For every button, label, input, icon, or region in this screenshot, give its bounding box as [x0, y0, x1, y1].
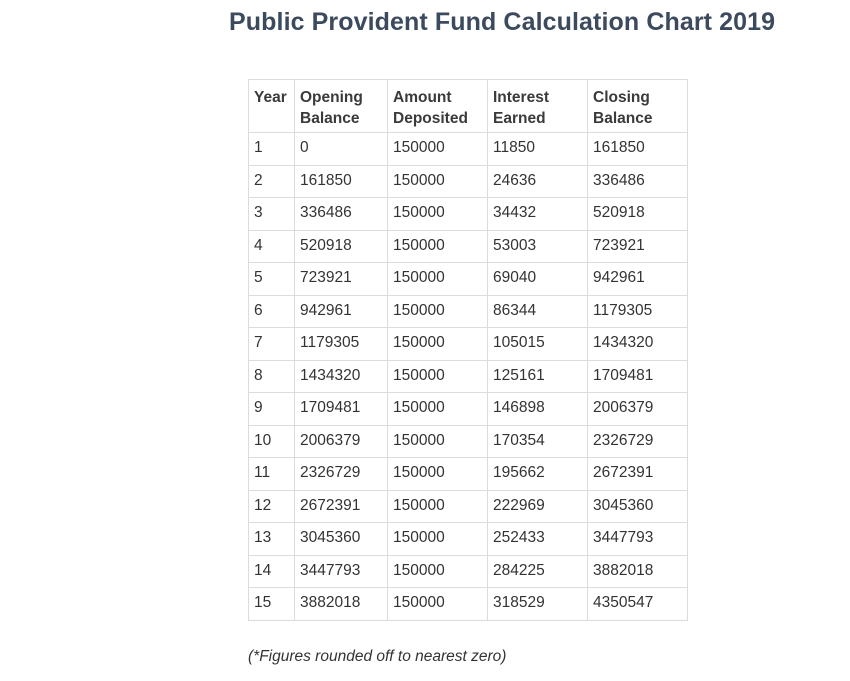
- cell-year: 13: [249, 523, 295, 556]
- cell-closing-balance: 2326729: [588, 425, 688, 458]
- table-row: [249, 425, 688, 458]
- table-row: [249, 328, 688, 361]
- cell-interest-earned: 34432: [488, 198, 588, 231]
- cell-interest-earned: 24636: [488, 165, 588, 198]
- cell-amount-deposited: 150000: [388, 230, 488, 263]
- cell-amount-deposited: 150000: [388, 393, 488, 426]
- header-opening-line2: Balance: [300, 110, 360, 127]
- cell-closing-balance: 3045360: [588, 490, 688, 523]
- cell-amount-deposited: 150000: [388, 425, 488, 458]
- cell-interest-earned: 69040: [488, 263, 588, 296]
- cell-amount-deposited: 150000: [388, 490, 488, 523]
- cell-interest-earned: 86344: [488, 295, 588, 328]
- cell-year: 3: [249, 198, 295, 231]
- cell-opening-balance: 3447793: [295, 555, 388, 588]
- cell-year: 14: [249, 555, 295, 588]
- cell-amount-deposited: 150000: [388, 523, 488, 556]
- table-row: [249, 198, 688, 231]
- cell-opening-balance: 1709481: [295, 393, 388, 426]
- cell-opening-balance: 2326729: [295, 458, 388, 491]
- cell-closing-balance: 1709481: [588, 360, 688, 393]
- cell-amount-deposited: 150000: [388, 360, 488, 393]
- table-row: [249, 555, 688, 588]
- table-row: [249, 133, 688, 166]
- header-interest-line2: Earned: [493, 110, 546, 127]
- cell-closing-balance: 336486: [588, 165, 688, 198]
- cell-interest-earned: 53003: [488, 230, 588, 263]
- table-row: [249, 165, 688, 198]
- cell-amount-deposited: 150000: [388, 165, 488, 198]
- table-row: [249, 523, 688, 556]
- header-closing-balance: [588, 80, 688, 133]
- cell-amount-deposited: 150000: [388, 555, 488, 588]
- table-header: [249, 80, 688, 133]
- cell-opening-balance: 0: [295, 133, 388, 166]
- cell-opening-balance: 942961: [295, 295, 388, 328]
- cell-year: 15: [249, 588, 295, 621]
- cell-year: 10: [249, 425, 295, 458]
- cell-closing-balance: 942961: [588, 263, 688, 296]
- cell-closing-balance: 1179305: [588, 295, 688, 328]
- cell-year: 1: [249, 133, 295, 166]
- cell-opening-balance: 336486: [295, 198, 388, 231]
- cell-amount-deposited: 150000: [388, 263, 488, 296]
- cell-opening-balance: 1179305: [295, 328, 388, 361]
- cell-opening-balance: 1434320: [295, 360, 388, 393]
- cell-interest-earned: 170354: [488, 425, 588, 458]
- header-year-label: Year: [254, 89, 287, 106]
- header-interest-line1: Interest: [493, 89, 549, 106]
- header-row: [249, 80, 688, 133]
- ppf-calculation-table: [248, 79, 688, 621]
- cell-interest-earned: 146898: [488, 393, 588, 426]
- header-deposited-line1: Amount: [393, 89, 452, 106]
- header-closing-line2: Balance: [593, 110, 653, 127]
- cell-year: 12: [249, 490, 295, 523]
- cell-amount-deposited: 150000: [388, 328, 488, 361]
- cell-amount-deposited: 150000: [388, 295, 488, 328]
- cell-year: 9: [249, 393, 295, 426]
- header-interest-earned: [488, 80, 588, 133]
- cell-interest-earned: 284225: [488, 555, 588, 588]
- header-deposited-line2: Deposited: [393, 110, 468, 127]
- cell-year: 4: [249, 230, 295, 263]
- cell-interest-earned: 252433: [488, 523, 588, 556]
- table-row: [249, 458, 688, 491]
- table-row: [249, 263, 688, 296]
- cell-opening-balance: 161850: [295, 165, 388, 198]
- cell-opening-balance: 3045360: [295, 523, 388, 556]
- header-year: [249, 80, 295, 133]
- cell-year: 5: [249, 263, 295, 296]
- cell-opening-balance: 2672391: [295, 490, 388, 523]
- page-title: Public Provident Fund Calculation Chart 2019: [229, 8, 776, 36]
- cell-interest-earned: 222969: [488, 490, 588, 523]
- table-row: [249, 588, 688, 621]
- cell-amount-deposited: 150000: [388, 588, 488, 621]
- cell-interest-earned: 11850: [488, 133, 588, 166]
- header-opening-balance: [295, 80, 388, 133]
- header-amount-deposited: [388, 80, 488, 133]
- table-body: [249, 133, 688, 621]
- cell-amount-deposited: 150000: [388, 198, 488, 231]
- cell-closing-balance: 1434320: [588, 328, 688, 361]
- header-opening-line1: Opening: [300, 89, 363, 106]
- cell-closing-balance: 2672391: [588, 458, 688, 491]
- cell-interest-earned: 125161: [488, 360, 588, 393]
- footnote: (*Figures rounded off to nearest zero): [248, 648, 507, 665]
- cell-closing-balance: 3447793: [588, 523, 688, 556]
- table-row: [249, 490, 688, 523]
- cell-closing-balance: 520918: [588, 198, 688, 231]
- cell-opening-balance: 723921: [295, 263, 388, 296]
- cell-opening-balance: 3882018: [295, 588, 388, 621]
- cell-opening-balance: 2006379: [295, 425, 388, 458]
- cell-year: 11: [249, 458, 295, 491]
- cell-interest-earned: 195662: [488, 458, 588, 491]
- cell-interest-earned: 318529: [488, 588, 588, 621]
- cell-interest-earned: 105015: [488, 328, 588, 361]
- cell-closing-balance: 3882018: [588, 555, 688, 588]
- cell-closing-balance: 4350547: [588, 588, 688, 621]
- header-closing-line1: Closing: [593, 89, 650, 106]
- cell-amount-deposited: 150000: [388, 458, 488, 491]
- cell-closing-balance: 723921: [588, 230, 688, 263]
- cell-amount-deposited: 150000: [388, 133, 488, 166]
- table-row: [249, 360, 688, 393]
- cell-year: 6: [249, 295, 295, 328]
- cell-year: 8: [249, 360, 295, 393]
- table-row: [249, 230, 688, 263]
- cell-year: 2: [249, 165, 295, 198]
- cell-closing-balance: 161850: [588, 133, 688, 166]
- cell-closing-balance: 2006379: [588, 393, 688, 426]
- cell-opening-balance: 520918: [295, 230, 388, 263]
- table-row: [249, 393, 688, 426]
- table-row: [249, 295, 688, 328]
- cell-year: 7: [249, 328, 295, 361]
